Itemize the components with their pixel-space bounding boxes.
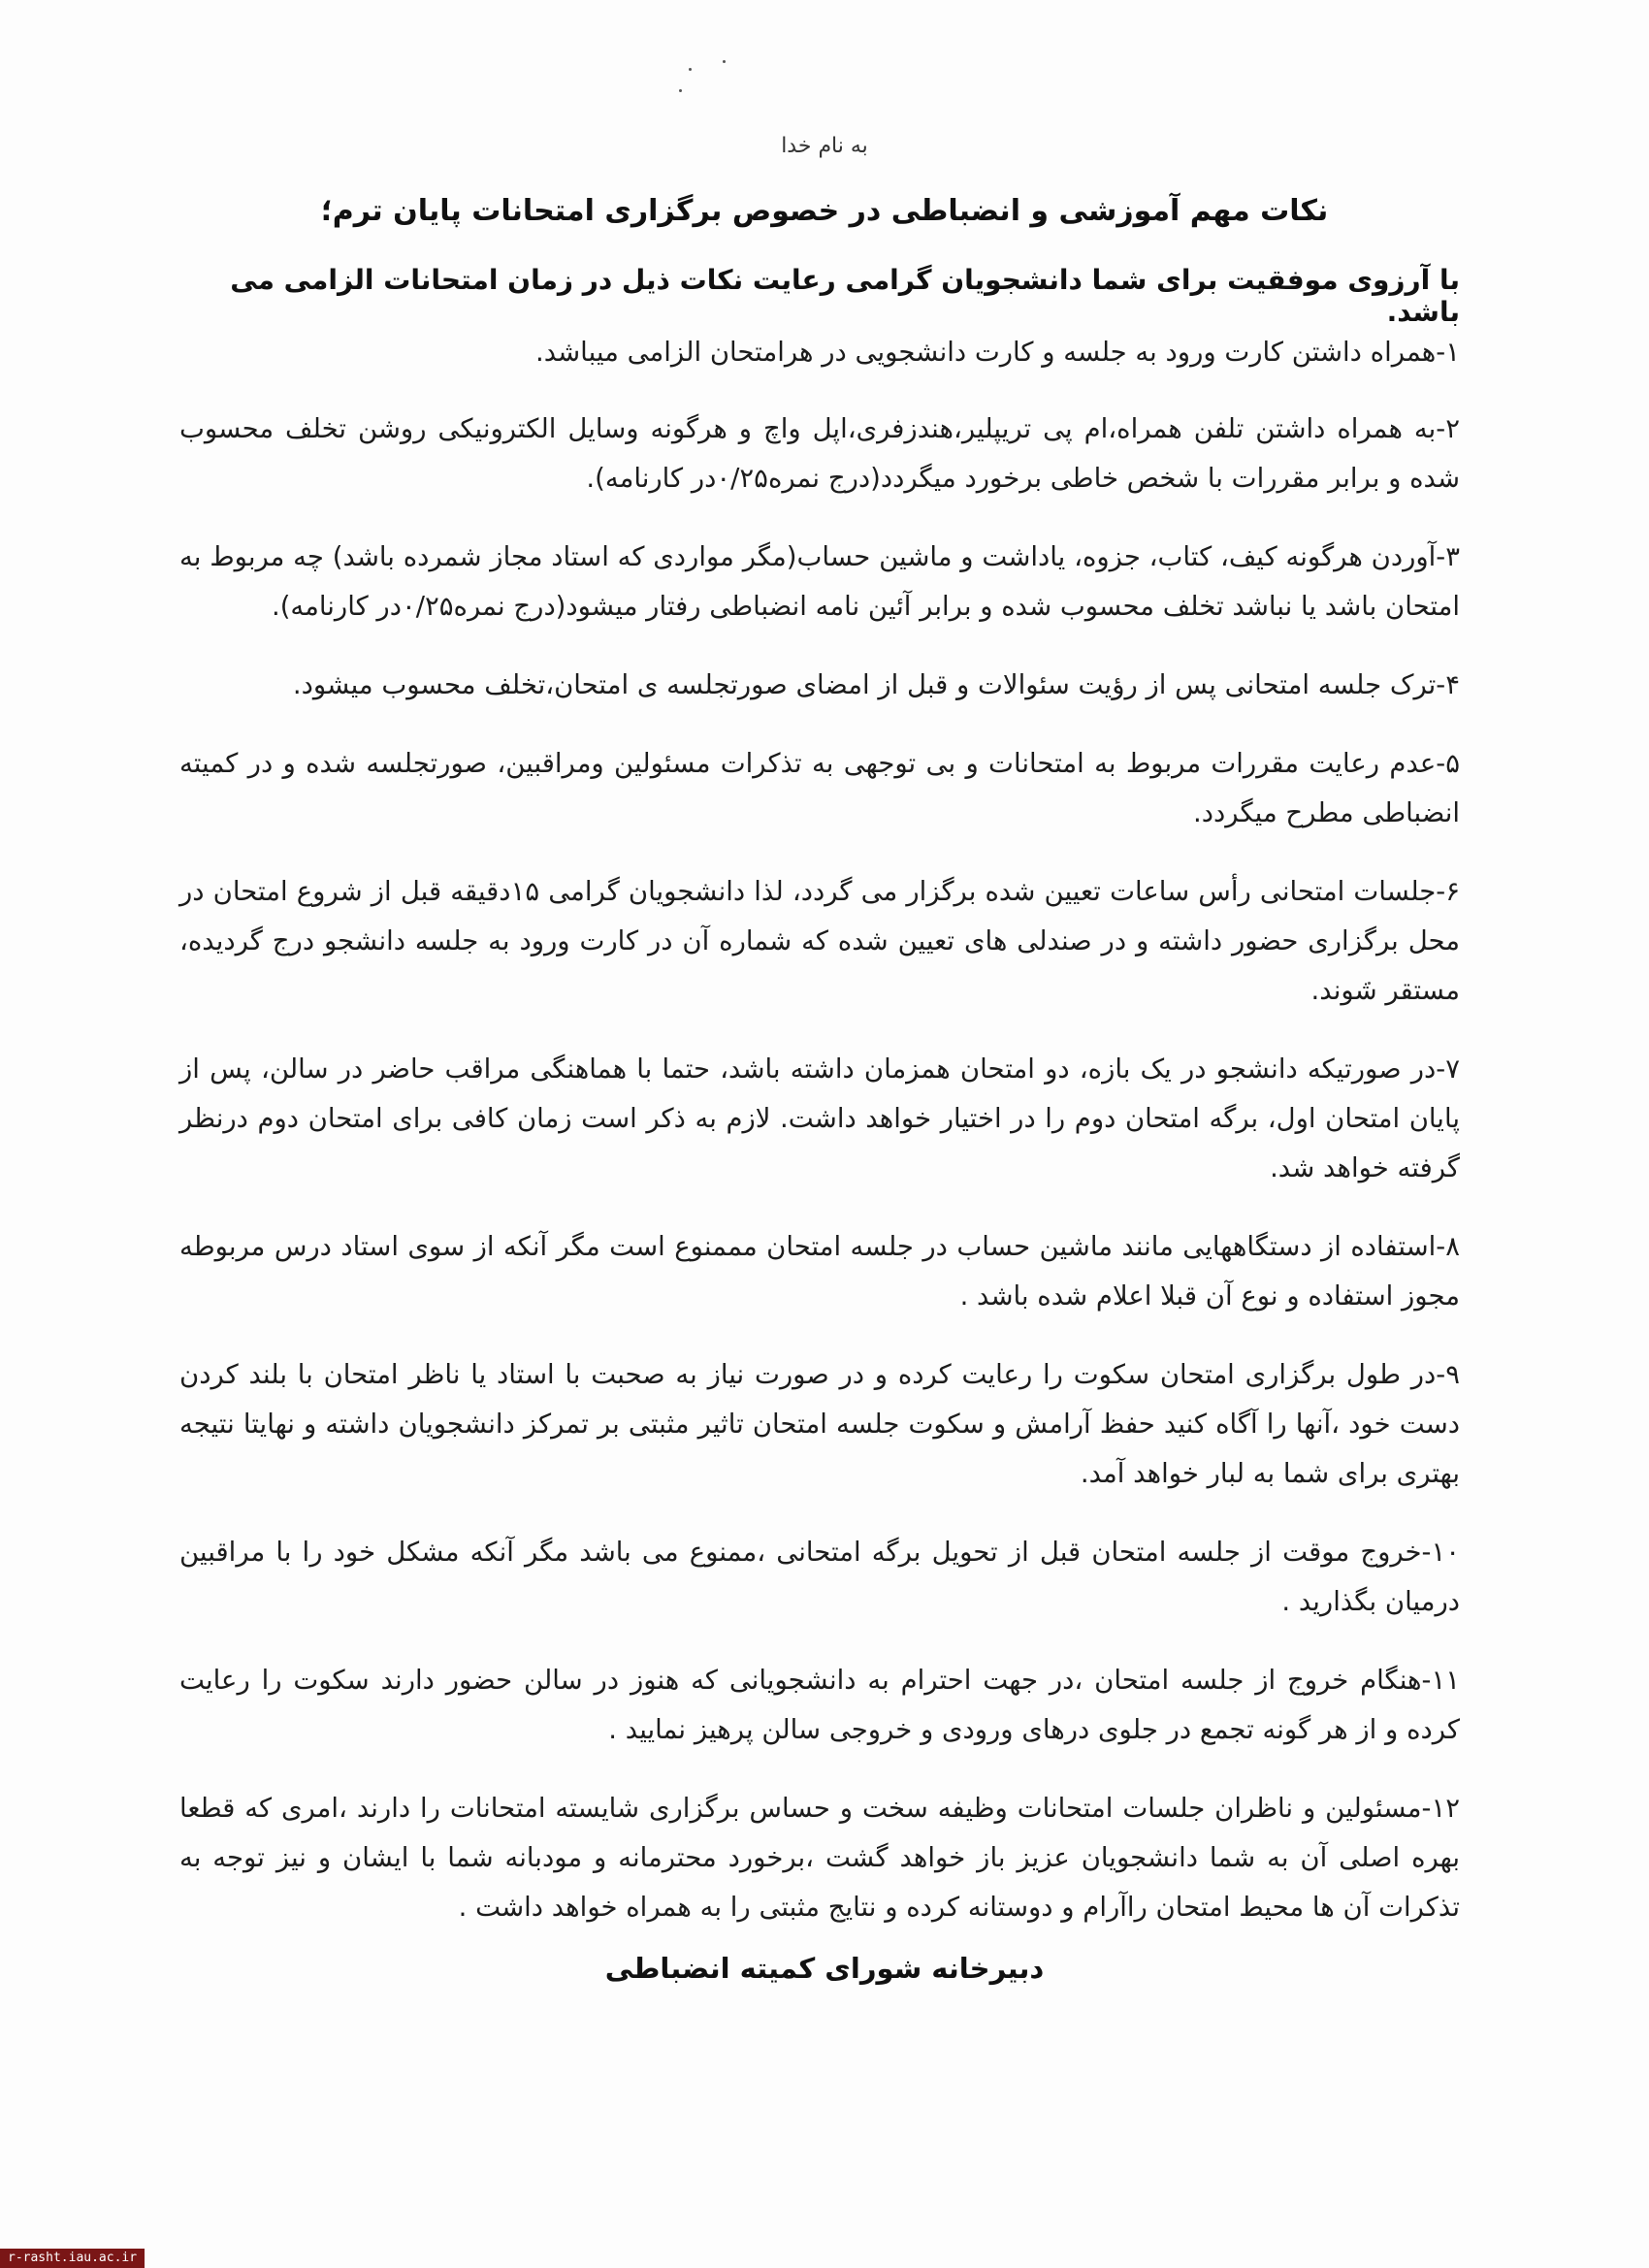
signature: دبیرخانه شورای کمیته انضباطی <box>604 1952 1045 1985</box>
scan-speck <box>679 89 682 92</box>
document-title: نکات مهم آموزشی و انضباطی در خصوص برگزاری امتحانات پایان ترم؛ <box>320 194 1329 228</box>
rule-item-5: ۵-عدم رعایت مقررات مربوط به امتحانات و بی توجهی به تذکرات مسئولین ومراقبین، صورتجلسه شده و در کمیته انضباطی مطرح میگردد. <box>179 748 1460 828</box>
rule-item-6: ۶-جلسات امتحانی رأس ساعات تعیین شده برگزار می گردد، لذا دانشجویان گرامی ۱۵دقیقه قبل از شروع امتحان در محل برگزاری حضور داشته و در صندلی های تعیین شده که شماره آن در کارت ورود به جلسه دانشجو درج گردیده، مستقر شوند. <box>179 876 1461 1006</box>
rules-list <box>179 328 1460 1932</box>
rule-item-2: ۲-به همراه داشتن تلفن همراه،ام پی تریپلیر،هندزفری،اپل واچ و هرگونه وسایل الکترونیکی روشن تخلف محسوب شده و برابر مقررات با شخص خاطی برخورد میگردد(درج نمره۰/۲۵در کارنامه). <box>179 413 1460 494</box>
rule-item-10: ۱۰-خروج موقت از جلسه امتحان قبل از تحویل برگه امتحانی ،ممنوع می باشد مگر آنکه مشکل خود را با مراقبین درمیان بگذارید . <box>179 1537 1460 1617</box>
rule-item-4: ۴-ترک جلسه امتحانی پس از رؤیت سئوالات و قبل از امضای صورتجلسه ی امتحان،تخلف محسوب میشود. <box>292 669 1460 700</box>
basmala: به نام خدا <box>781 134 868 158</box>
rule-item-11: ۱۱-هنگام خروج از جلسه امتحان ،در جهت احترام به دانشجویانی که هنوز در سالن حضور دارند سکوت را رعایت کرده و از هر گونه تجمع در جلوی درهای ورودی و خروجی سالن پرهیز نمایید . <box>179 1665 1460 1745</box>
rule-item-8: ۸-استفاده از دستگاههایی مانند ماشین حساب در جلسه امتحان مممنوع است مگر آنکه از سوی استاد درس مربوطه مجوز استفاده و نوع آن قبلا اعلام شده باشد . <box>179 1231 1460 1312</box>
scan-speck <box>723 60 726 63</box>
rule-item-3: ۳-آوردن هرگونه کیف، کتاب، جزوه، یاداشت و ماشین حساب(مگر مواردی که استاد مجاز شمرده باشد) چه مربوط به امتحان باشد یا نباشد تخلف محسوب شده و برابر آئین نامه انضباطی رفتار میشود(درج نمره۰/۲۵در کارنامه). <box>179 541 1460 622</box>
intro-text: با آرزوی موفقیت برای شما دانشجویان گرامی رعایت نکات ذیل در زمان امتحانات الزامی می باشد. <box>230 264 1460 328</box>
rule-item-7: ۷-در صورتیکه دانشجو در یک بازه، دو امتحان همزمان داشته باشد، حتما با هماهنگی مراقب حاضر در سالن، پس از پایان امتحان اول، برگه امتحان دوم را در اختیار خواهد داشت. لازم به ذکر است زمان کافی برای امتحان دوم درنظر گرفته خواهد شد. <box>179 1053 1460 1183</box>
rule-item-1: ۱-همراه داشتن کارت ورود به جلسه و کارت دانشجویی در هرامتحان الزامی میباشد. <box>534 337 1460 368</box>
rule-item-9: ۹-در طول برگزاری امتحان سکوت را رعایت کرده و در صورت نیاز به صحبت با استاد یا ناظر امتحان با بلند کردن دست خود ،آنها را آگاه کنید حفظ آرامش و سکوت جلسه امتحان تاثیر مثبتی بر تمرکز دانشجویان داشته و نهایتا نتیجه بهتری برای شما به لبار خواهد آمد. <box>179 1359 1460 1489</box>
rule-item-12: ۱۲-مسئولین و ناظران جلسات امتحانات وظیفه سخت و حساس برگزاری شایسته امتحانات را دارند ،امری که قطعا بهره اصلی آن به شما دانشجویان عزیز باز خواهد گشت ،برخورد محترمانه و مودبانه شما با ایشان و نیز توجه به تذکرات آن ها محیط امتحان راآرام و دوستانه کرده و نتایج مثبتی را به همراه خواهد داشت . <box>179 1793 1460 1923</box>
footer-url-stamp: r-rasht.iau.ac.ir <box>0 2249 145 2268</box>
scan-speck <box>689 68 692 71</box>
